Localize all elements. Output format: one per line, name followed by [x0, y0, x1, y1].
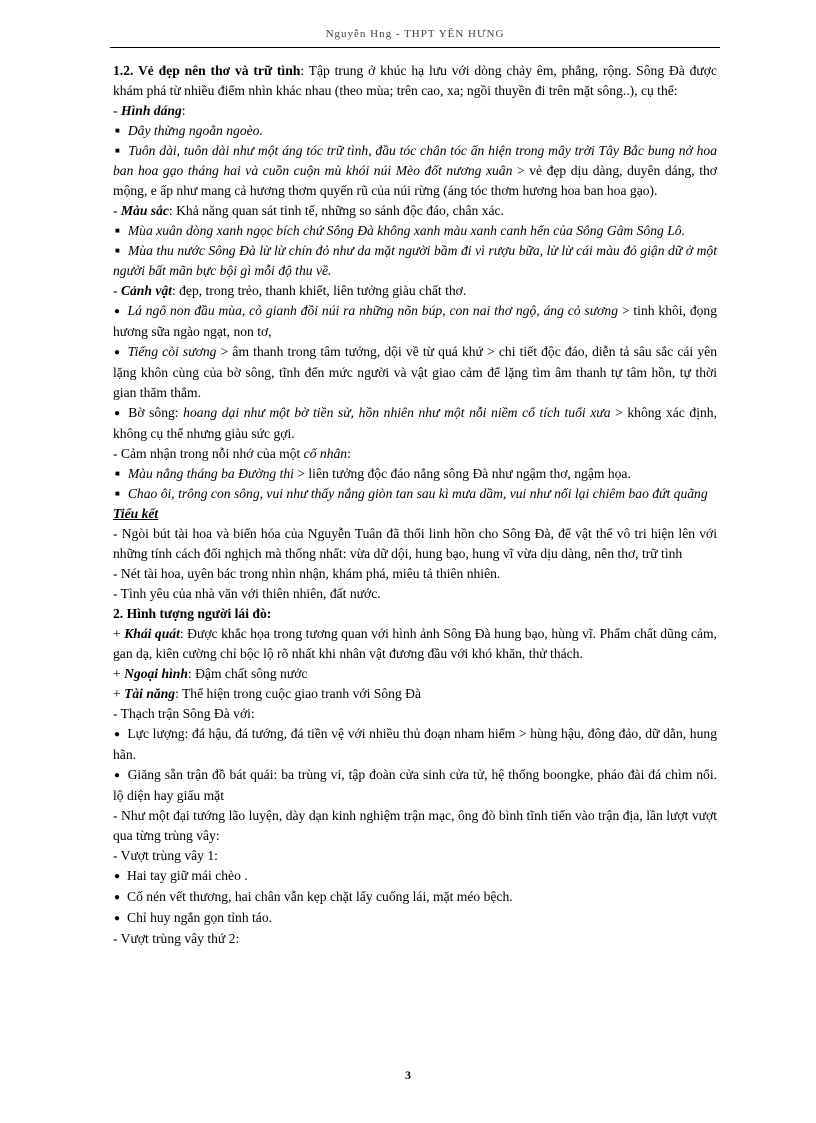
tai-nang-paragraph: + Tài năng: Thể hiện trong cuộc giao tranh với Sông Đà: [113, 686, 421, 701]
list-item: [113, 908, 717, 929]
intro-text: : Tập trung ở khúc hạ lưu với dòng chảy êm, phẳng, rộng. Sông Đà được khám phá từ nhiều điểm nhìn khác nhau (theo mùa; trên cao, xa; ngồi thuyền đi trên mặt sông..), cụ thể:: [113, 63, 717, 98]
list-item: [113, 887, 717, 908]
ngoai-hinh-label: Ngoại hình: [124, 666, 188, 681]
hinh-dang-label: Hình dáng: [120, 103, 182, 118]
list-item: [113, 403, 717, 444]
list-item: [113, 221, 717, 241]
mau-sac-label: Màu sắc: [120, 203, 169, 218]
list-item: [113, 724, 717, 765]
tieu-ket-line: - Tình yêu của nhà văn với thiên nhiên, đất nước.: [113, 586, 381, 601]
header-rule: [110, 47, 720, 48]
list-item-text: Dây thừng ngoằn ngoèo.: [127, 123, 263, 138]
list-item-text: Tiếng còi sương: [127, 344, 217, 359]
section-2-heading: 2. Hình tượng người lái đò:: [113, 606, 272, 621]
ngoai-hinh-text: : Đậm chất sông nước: [187, 666, 308, 681]
list-item: [113, 765, 717, 806]
list-item-text: > âm thanh trong tâm tưởng, dội về từ quá khứ > chi tiết độc đáo, diễn tả sâu sắc cái yên lặng khôn cùng của bờ sông, tĩnh đến mức người và vật giao cảm để lặng tìm âm thanh tự tâm hồn, tự thời gian thăm thẳm.: [113, 344, 717, 400]
list-item-text: Mùa xuân dòng xanh ngọc bích chứ Sông Đà không xanh màu xanh canh hến của Sông Gâm Sông Lô.: [127, 223, 685, 238]
list-item-text: Lực lượng: đá hậu, đá tướng, đá tiền vệ với nhiều thủ đoạn nham hiểm > hùng hậu, đông đảo, dữ dằn, hung hãn.: [113, 726, 717, 762]
list-item-text: Chỉ huy ngắn gọn tỉnh táo.: [127, 910, 273, 925]
list-item: [113, 141, 717, 201]
canh-vat-heading: - Cảnh vật: đẹp, trong trẻo, thanh khiết, liên tưởng giàu chất thơ.: [113, 283, 467, 298]
list-item-text: Cố nén vết thương, hai chân vẫn kẹp chặt lấy cuống lái, mặt méo bệch.: [127, 889, 513, 904]
list-item-text: Bờ sông:: [128, 405, 184, 420]
cam-nhan-colon: :: [347, 446, 351, 461]
canh-vat-label: Cảnh vật: [120, 283, 172, 298]
tieu-ket-heading: Tiểu kết: [113, 506, 159, 521]
mau-sac-text: : Khả năng quan sát tinh tế, những so sánh độc đáo, chân xác.: [168, 203, 504, 218]
list-item-text: Lá ngô non đầu mùa, cỏ gianh đồi núi ra những nõn búp, con nai thơ ngộ, áng cỏ sương: [127, 303, 618, 318]
list-item: [113, 464, 717, 484]
tai-nang-label: Tài năng: [124, 686, 176, 701]
ngoai-hinh-paragraph: + Ngoại hình: Đậm chất sông nước: [113, 666, 308, 681]
mau-sac-heading: - Màu sắc: Khả năng quan sát tinh tế, những so sánh độc đáo, chân xác.: [113, 203, 504, 218]
hinh-dang-heading: - Hình dáng:: [113, 103, 186, 118]
list-item-text: Tuôn dài, tuôn dài như một áng tóc trữ tình, đầu tóc chân tóc ẩn hiện trong mây trời Tây Bắc bung nở hoa ban hoa gạo tháng hai và cuồn cuộn mù khói núi Mèo đốt nương xuân: [113, 143, 717, 178]
list-item-text: Giăng sẵn trận đồ bát quái: ba trùng vi, tập đoàn cửa sinh cửa tử, hệ thống boongke, pháo đài đá chìm nổi. lộ diện hay giấu mặt: [113, 767, 717, 803]
list-item: [113, 342, 717, 403]
section-heading: 1.2. Vẻ đẹp nên thơ và trữ tình: [113, 63, 301, 78]
list-item-text: Mùa thu nước Sông Đà lừ lừ chín đỏ như da mặt người bầm đi vì rượu bữa, lừ lừ cái màu đỏ giận dữ ở một người bất mãn bực bội gì mỗi độ thu về.: [113, 243, 717, 278]
tieu-ket-line: - Ngòi bút tài hoa và biến hóa của Nguyễn Tuân đã thổi linh hồn cho Sông Đà, để vật thể vô tri hiện lên với những tính cách đối nghịch mà thống nhất: vừa dữ dội, hung bạo, hung vĩ vừa dịu dàng, nên thơ, trữ tình: [113, 526, 717, 561]
list-item: [113, 484, 717, 504]
thach-tran-line: - Thạch trận Sông Đà với:: [113, 706, 255, 721]
page-number: 3: [405, 1068, 411, 1082]
list-item: [113, 121, 717, 141]
tai-nang-text: : Thể hiện trong cuộc giao tranh với Sông Đà: [175, 686, 421, 701]
page-header: Nguyễn Hng - THPT YÊN HƯNG: [325, 28, 505, 40]
canh-vat-text: : đẹp, trong trẻo, thanh khiết, liên tưởng giàu chất thơ.: [171, 283, 467, 298]
tieu-ket-line: - Nét tài hoa, uyên bác trong nhìn nhận, khám phá, miêu tả thiên nhiên.: [113, 566, 501, 581]
list-item-text: > tinh khôi, đọng hương sữa ngào ngạt, non tơ,: [113, 303, 718, 339]
cam-nhan-emphasis: cố nhân: [303, 446, 348, 461]
cam-nhan-text: - Cảm nhận trong nỗi nhớ của một: [113, 446, 304, 461]
vuot-trung-vay-1: - Vượt trùng vây 1:: [113, 848, 218, 863]
list-item-text: > liên tưởng độc đáo nắng sông Đà như ngậm thơ, ngậm họa.: [293, 466, 631, 481]
list-item-text: Hai tay giữ mái chèo .: [127, 868, 248, 883]
cam-nhan-heading: [113, 444, 717, 464]
dai-tuong-line: - Như một đại tướng lão luyện, dày dạn kinh nghiệm trận mạc, ông đò bình tĩnh tiến vào trận địa, lần lượt vượt qua từng trùng vây:: [113, 808, 717, 843]
khai-quat-label: Khái quát: [124, 626, 180, 641]
list-item-text: Màu nắng tháng ba Đường thi: [127, 466, 294, 481]
list-item: [113, 866, 717, 887]
khai-quat-text: : Được khắc họa trong tương quan với hình ảnh Sông Đà hung bạo, hùng vĩ. Phẩm chất dũng cảm, gan dạ, kiên cường chỉ bộc lộ rõ nhất khi nhân vật đương đầu với khó khăn, thử thách.: [113, 626, 717, 661]
list-item-text: > vẻ đẹp dịu dàng, duyên dáng, thơ mộng, e ấp như mang cả hương thơm quyến rũ của núi rừng (áng tóc thơm hương hoa ban hoa gạo).: [113, 163, 717, 198]
list-item: [113, 301, 717, 342]
list-item-text: Chao ôi, trông con sông, vui như thấy nắng giòn tan sau kì mưa dầm, vui như nối lại chiêm bao đứt quãng: [127, 486, 708, 501]
list-item-text: hoang dại như một bờ tiền sử, hồn nhiên như một nỗi niềm cổ tích tuổi xưa: [183, 405, 611, 420]
list-item: [113, 241, 717, 281]
document-body: [113, 61, 717, 949]
section-1-2-intro: [113, 61, 717, 101]
list-item-text: > không xác định, không cụ thể nhưng giàu sức gợi.: [113, 405, 717, 441]
vuot-trung-vay-2: - Vượt trùng vây thứ 2:: [113, 931, 240, 946]
khai-quat-paragraph: + Khái quát: Được khắc họa trong tương quan với hình ảnh Sông Đà hung bạo, hùng vĩ. Phẩm chất dũng cảm, gan dạ, kiên cường chỉ bộc lộ rõ nhất khi nhân vật đương đầu với khó khăn, thử thách.: [113, 626, 717, 661]
